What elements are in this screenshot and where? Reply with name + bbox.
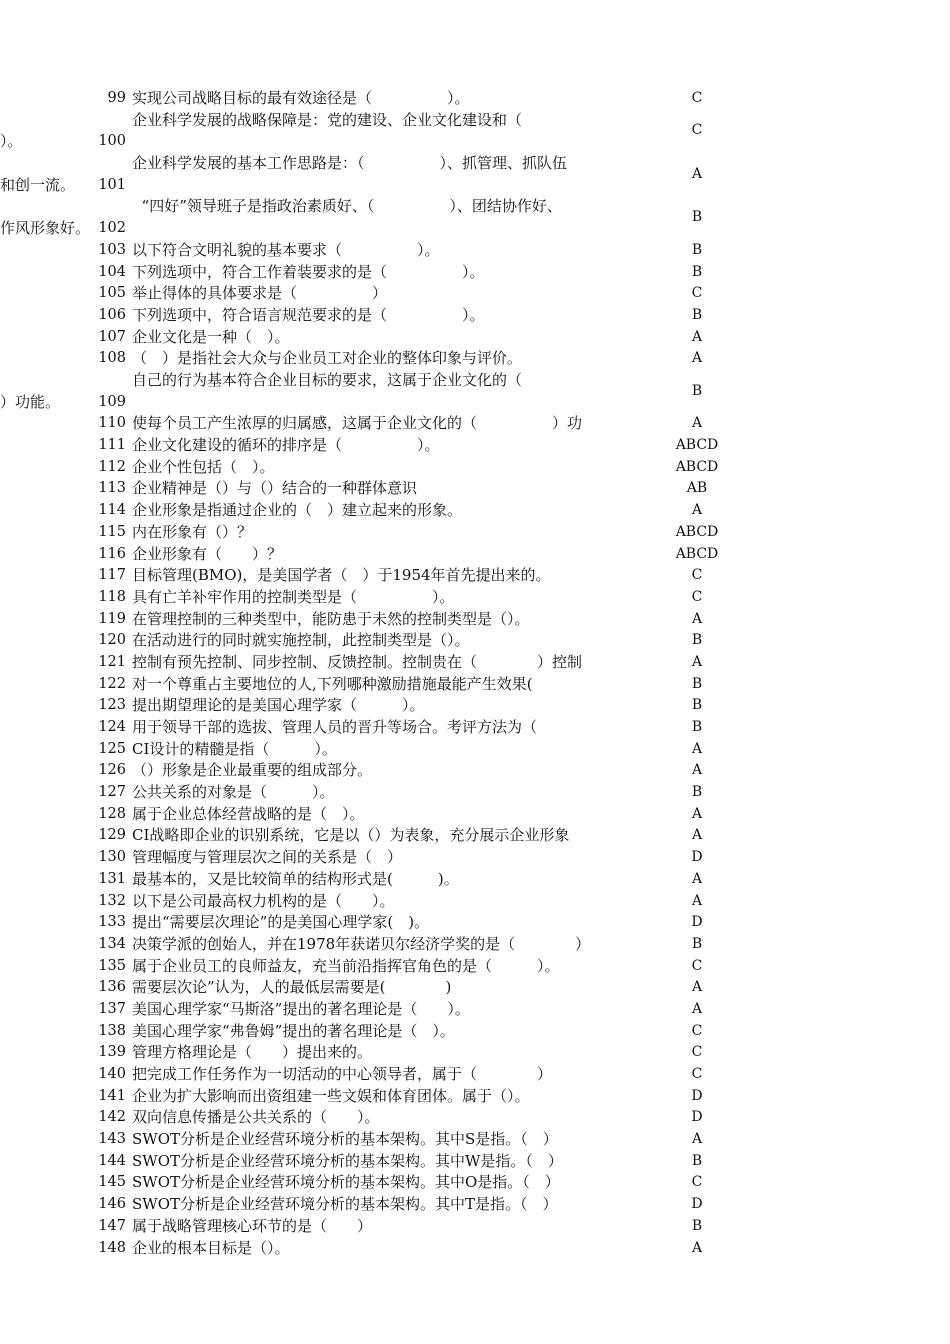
question-number: 137	[98, 1000, 126, 1017]
question-number: 104	[98, 263, 126, 280]
answer-cell: B	[691, 697, 703, 714]
question-row	[0, 1151, 950, 1173]
question-text	[132, 674, 672, 696]
question-row	[0, 327, 950, 349]
answer-cell: D	[691, 914, 703, 931]
question-number: 113	[98, 480, 126, 497]
question-text-line: 以下符合文明礼貌的基本要求（ ）。	[132, 240, 440, 259]
answer-cell: ABCD	[675, 458, 719, 475]
question-row	[0, 956, 950, 978]
question-text-line: 属于企业员工的良师益友，充当前沿指挥官角色的是（ ）。	[132, 956, 560, 975]
question-number: 127	[98, 784, 126, 801]
question-number: 118	[98, 588, 126, 605]
answer-cell: B	[691, 784, 703, 801]
answer-cell: B	[691, 306, 703, 323]
answer-cell: C	[691, 1066, 703, 1082]
question-text	[132, 327, 672, 349]
question-text-line: SWOT分析是企业经营环境分析的基本架构。其中O是指。（ ）	[132, 1173, 560, 1192]
question-text-line: 决策学派的创始人，并在1978年获诺贝尔经济学奖的是（ ）	[132, 934, 591, 953]
question-text-line: 在管理控制的三种类型中，能防患于未然的控制类型是（）。	[132, 609, 530, 628]
question-number: 122	[98, 675, 126, 692]
question-text	[132, 435, 672, 457]
question-text	[132, 565, 672, 587]
answer-cell: B	[691, 209, 703, 226]
question-number: 129	[98, 827, 126, 844]
question-number: 131	[98, 870, 126, 887]
question-text	[132, 825, 672, 847]
question-number: 140	[98, 1066, 126, 1082]
question-row	[0, 1172, 950, 1194]
question-row	[0, 999, 950, 1021]
question-text	[132, 609, 672, 631]
question-text	[132, 457, 672, 479]
question-text-line: 企业为扩大影响而出资组建一些文娱和体育团体。属于（）。	[132, 1086, 530, 1105]
answer-cell: B	[691, 675, 703, 692]
answer-cell: A	[691, 610, 703, 627]
question-text-line: SWOT分析是企业经营环境分析的基本架构。其中T是指。（ ）	[132, 1195, 558, 1214]
question-text	[132, 956, 672, 978]
question-row	[0, 153, 950, 196]
question-number: 116	[98, 545, 126, 562]
question-row	[0, 609, 950, 631]
question-number: 117	[98, 567, 126, 584]
question-text-line: “四好”领导班子是指政治素质好、（ ）、团结协作好、	[132, 197, 562, 216]
question-text	[132, 1238, 672, 1260]
question-row	[0, 348, 950, 370]
question-row	[0, 1129, 950, 1151]
question-number: 141	[98, 1087, 126, 1104]
question-text-line: ）。	[0, 132, 23, 151]
question-row	[0, 587, 950, 609]
question-number: 134	[98, 935, 126, 952]
answer-cell: C	[691, 567, 703, 584]
question-row	[0, 457, 950, 479]
question-text-line: 美国心理学家“马斯洛”提出的著名理论是（ ）。	[132, 999, 470, 1018]
question-text-line: 企业精神是（）与（）结合的一种群体意识	[132, 479, 418, 498]
question-text-line: 控制有预先控制、同步控制、反馈控制。控制贵在（ ）控制	[132, 652, 583, 671]
answer-cell: C	[691, 285, 703, 302]
answer-cell: A	[691, 870, 703, 887]
question-row	[0, 652, 950, 674]
question-row	[0, 977, 950, 999]
question-text-line: SWOT分析是企业经营环境分析的基本架构。其中W是指。（ ）	[132, 1151, 563, 1170]
answer-cell: B	[691, 719, 703, 735]
question-number: 136	[98, 979, 126, 996]
answer-cell: A	[691, 165, 703, 182]
question-row	[0, 891, 950, 913]
question-text	[132, 500, 672, 522]
question-text-line: 企业文化是一种（ ）。	[132, 327, 290, 346]
question-text-line: 企业形象是指通过企业的（ ）建立起来的形象。	[132, 501, 463, 520]
answer-cell: ABCD	[675, 523, 719, 540]
question-text-line: 作风形象好。	[0, 219, 91, 238]
question-row	[0, 782, 950, 804]
question-text	[132, 1151, 672, 1173]
question-text-line: 下列选项中，符合语言规范要求的是（ ）。	[132, 305, 485, 324]
question-number: 124	[98, 719, 126, 735]
answer-cell: B	[691, 263, 703, 280]
answer-cell: D	[691, 1087, 703, 1104]
answer-cell: C	[691, 90, 703, 106]
question-text-line: 具有亡羊补牢作用的控制类型是（ ）。	[132, 587, 455, 606]
answer-cell: A	[691, 740, 703, 757]
question-text-line: 最基本的，又是比较简单的结构形式是( )。	[132, 869, 459, 888]
question-text	[132, 782, 672, 804]
question-text-line: （）形象是企业最重要的组成部分。	[132, 761, 373, 780]
question-text	[132, 1064, 672, 1086]
answer-cell: B	[691, 632, 703, 649]
question-text-line: 和创一流。	[0, 175, 76, 194]
question-row	[0, 804, 950, 826]
question-row	[0, 630, 950, 652]
answer-cell: B	[691, 241, 703, 258]
answer-cell: A	[691, 1000, 703, 1017]
answer-cell: B	[691, 382, 703, 399]
question-number: 145	[98, 1174, 126, 1191]
question-row	[0, 240, 950, 262]
question-text	[132, 1172, 672, 1194]
question-text	[132, 283, 672, 305]
question-number: 100	[98, 133, 126, 150]
question-text	[132, 544, 672, 566]
question-text	[132, 88, 672, 110]
question-row	[0, 695, 950, 717]
question-text-line: 美国心理学家“弗鲁姆”提出的著名理论是（ ）。	[132, 1021, 455, 1040]
answer-cell: D	[691, 1196, 703, 1213]
question-number: 132	[98, 892, 126, 909]
question-row	[0, 413, 950, 435]
question-text-line: 对一个尊重占主要地位的人,下列哪种激励措施最能产生效果(	[132, 674, 533, 693]
question-text-line: 举止得体的具体要求是（ ）	[132, 284, 388, 303]
question-text	[132, 1129, 672, 1151]
question-number: 143	[98, 1131, 126, 1148]
question-row	[0, 739, 950, 761]
question-text	[132, 977, 672, 999]
question-text-line: 需要层次论”认为，人的最低层需要是( )	[132, 978, 452, 997]
question-number: 139	[98, 1044, 126, 1061]
question-row	[0, 500, 950, 522]
question-text	[132, 262, 672, 284]
question-number: 112	[98, 458, 126, 475]
question-text-line: 企业形象有（ ）？	[132, 544, 283, 563]
question-text-line: 用于领导干部的选拔、管理人员的晋升等场合。考评方法为（	[132, 718, 538, 736]
question-text	[132, 739, 672, 761]
question-number: 99	[107, 90, 126, 106]
answer-cell: D	[691, 1109, 703, 1126]
question-number: 125	[98, 740, 126, 757]
question-row	[0, 674, 950, 696]
question-number: 147	[98, 1217, 126, 1234]
question-number: 115	[98, 523, 126, 540]
question-number: 120	[98, 632, 126, 649]
answer-cell: D	[691, 849, 703, 866]
question-text-line: 在活动进行的同时就实施控制，此控制类型是（）。	[132, 631, 470, 650]
question-text	[132, 999, 672, 1021]
question-row	[0, 760, 950, 782]
question-number: 144	[98, 1152, 126, 1169]
question-row	[0, 1107, 950, 1129]
question-sheet	[0, 88, 950, 1259]
answer-cell: A	[691, 1239, 703, 1256]
question-row	[0, 1064, 950, 1086]
answer-cell: C	[691, 588, 703, 605]
question-text-line: 管理幅度与管理层次之间的关系是（ ）	[132, 848, 403, 867]
question-number: 148	[98, 1239, 126, 1256]
answer-cell: A	[691, 502, 703, 519]
question-text-line: 实现公司战略目标的最有效途径是（ ）。	[132, 89, 470, 107]
question-text	[132, 934, 672, 956]
answer-cell: C	[691, 957, 703, 974]
question-row	[0, 825, 950, 847]
question-text-line: 企业科学发展的基本工作思路是：（ ）、抓管理、抓队伍	[132, 154, 568, 173]
question-number: 119	[98, 610, 126, 627]
question-number: 109	[98, 393, 126, 410]
question-number: 114	[98, 502, 126, 519]
question-row	[0, 522, 950, 544]
question-row	[0, 1042, 950, 1064]
answer-cell: A	[691, 653, 703, 670]
question-row	[0, 110, 950, 153]
question-number: 130	[98, 849, 126, 866]
answer-cell: AB	[686, 480, 708, 497]
question-number: 126	[98, 762, 126, 779]
answer-cell: B	[691, 1217, 703, 1234]
question-text-line: 企业科学发展的战略保障是：党的建设、企业文化建设和（	[132, 110, 523, 129]
question-text	[132, 413, 672, 435]
question-text-line: 内在形象有（）？	[132, 522, 253, 541]
question-text-line: 企业的根本目标是（）。	[132, 1238, 290, 1257]
question-text-line: 双向信息传播是公共关系的（ ）。	[132, 1108, 380, 1127]
answer-cell: ABCD	[675, 437, 719, 454]
question-text	[132, 522, 672, 544]
answer-cell: C	[691, 1174, 703, 1191]
question-text	[132, 804, 672, 826]
question-text-line: 公共关系的对象是（ ）。	[132, 783, 335, 802]
answer-cell: A	[691, 1131, 703, 1148]
question-number: 146	[98, 1196, 126, 1213]
question-number: 123	[98, 697, 126, 714]
question-text-line: CI设计的精髓是指（ ）。	[132, 739, 337, 758]
question-text	[132, 1021, 672, 1043]
question-text-line: 以下是公司最高权力机构的是（ ）。	[132, 891, 395, 910]
question-number: 128	[98, 805, 126, 822]
question-text-line: 提出期望理论的是美国心理学家（ ）。	[132, 696, 425, 715]
question-number: 102	[98, 220, 126, 237]
question-text	[132, 1042, 672, 1064]
question-text	[132, 695, 672, 717]
question-text	[132, 1086, 672, 1108]
question-text-line: 自己的行为基本符合企业目标的要求，这属于企业文化的（	[132, 370, 523, 389]
question-text-line: ）功能。	[0, 392, 61, 411]
question-text	[132, 630, 672, 652]
question-text-line: CI战略即企业的识别系统，它是以（）为表象，充分展示企业形象	[132, 826, 570, 845]
answer-cell: ABCD	[675, 545, 719, 562]
question-row	[0, 717, 950, 739]
question-number: 107	[98, 328, 126, 345]
question-number: 133	[98, 914, 126, 931]
question-number: 121	[98, 653, 126, 670]
question-text	[132, 717, 672, 739]
question-number: 111	[98, 437, 126, 454]
question-text	[132, 478, 672, 500]
answer-cell: C	[691, 122, 703, 139]
question-row	[0, 544, 950, 566]
question-row	[0, 283, 950, 305]
question-row	[0, 912, 950, 934]
question-text-line: 提出“需要层次理论”的是美国心理学家( )。	[132, 913, 430, 932]
question-row	[0, 88, 950, 110]
answer-cell: C	[691, 1022, 703, 1039]
question-row	[0, 1216, 950, 1238]
question-text-line: 下列选项中，符合工作着装要求的是（ ）。	[132, 262, 485, 281]
question-text-line: 企业文化建设的循环的排序是（ ）。	[132, 436, 440, 455]
answer-cell: B	[691, 935, 703, 952]
question-text-line: SWOT分析是企业经营环境分析的基本架构。其中S是指。（ ）	[132, 1130, 558, 1149]
answer-cell: A	[691, 805, 703, 822]
answer-cell: C	[691, 1044, 703, 1061]
question-text-line: 管理方格理论是（ ）提出来的。	[132, 1043, 373, 1062]
question-text	[132, 1107, 672, 1129]
answer-cell: A	[691, 762, 703, 779]
question-text-line: （ ）是指社会大众与企业员工对企业的整体印象与评价。	[132, 349, 523, 368]
question-text-line: 企业个性包括（ ）。	[132, 457, 275, 476]
question-number: 110	[98, 415, 126, 432]
answer-cell: A	[691, 328, 703, 345]
question-row	[0, 1086, 950, 1108]
answer-cell: A	[691, 827, 703, 844]
question-row	[0, 847, 950, 869]
question-text	[132, 652, 672, 674]
question-number: 142	[98, 1109, 126, 1126]
question-text	[132, 891, 672, 913]
question-text	[132, 912, 672, 934]
question-row	[0, 1021, 950, 1043]
question-text	[132, 587, 672, 609]
question-number: 138	[98, 1022, 126, 1039]
question-row	[0, 1238, 950, 1260]
question-text	[132, 1194, 672, 1216]
question-number: 103	[98, 241, 126, 258]
question-text	[132, 1216, 672, 1238]
question-text	[132, 847, 672, 869]
question-text	[132, 240, 672, 262]
question-text-line: 属于企业总体经营战略的是（ ）。	[132, 804, 365, 823]
question-row	[0, 934, 950, 956]
question-row	[0, 370, 950, 413]
question-number: 101	[98, 176, 126, 193]
question-text-line: 使每个员工产生浓厚的归属感，这属于企业文化的（ ）功	[132, 414, 583, 433]
question-number: 105	[98, 285, 126, 302]
question-text	[132, 869, 672, 891]
question-row	[0, 565, 950, 587]
question-text-line: 目标管理(BMO)，是美国学者（ ）于1954年首先提出来的。	[132, 566, 551, 585]
answer-cell: B	[691, 1152, 703, 1169]
question-text	[132, 760, 672, 782]
question-number: 106	[98, 306, 126, 323]
question-text	[132, 305, 672, 327]
question-row	[0, 869, 950, 891]
question-text-line: 属于战略管理核心环节的是（ ）	[132, 1216, 373, 1235]
answer-cell: A	[691, 350, 703, 367]
answer-cell: A	[691, 415, 703, 432]
question-row	[0, 435, 950, 457]
answer-cell: A	[691, 979, 703, 996]
question-number: 135	[98, 957, 126, 974]
question-text-line: 把完成工作任务作为一切活动的中心领导者，属于（ ）	[132, 1065, 553, 1083]
question-row	[0, 196, 950, 239]
answer-cell: A	[691, 892, 703, 909]
question-number: 108	[98, 350, 126, 367]
question-row	[0, 305, 950, 327]
question-text	[132, 348, 672, 370]
question-row	[0, 1194, 950, 1216]
question-row	[0, 478, 950, 500]
question-row	[0, 262, 950, 284]
